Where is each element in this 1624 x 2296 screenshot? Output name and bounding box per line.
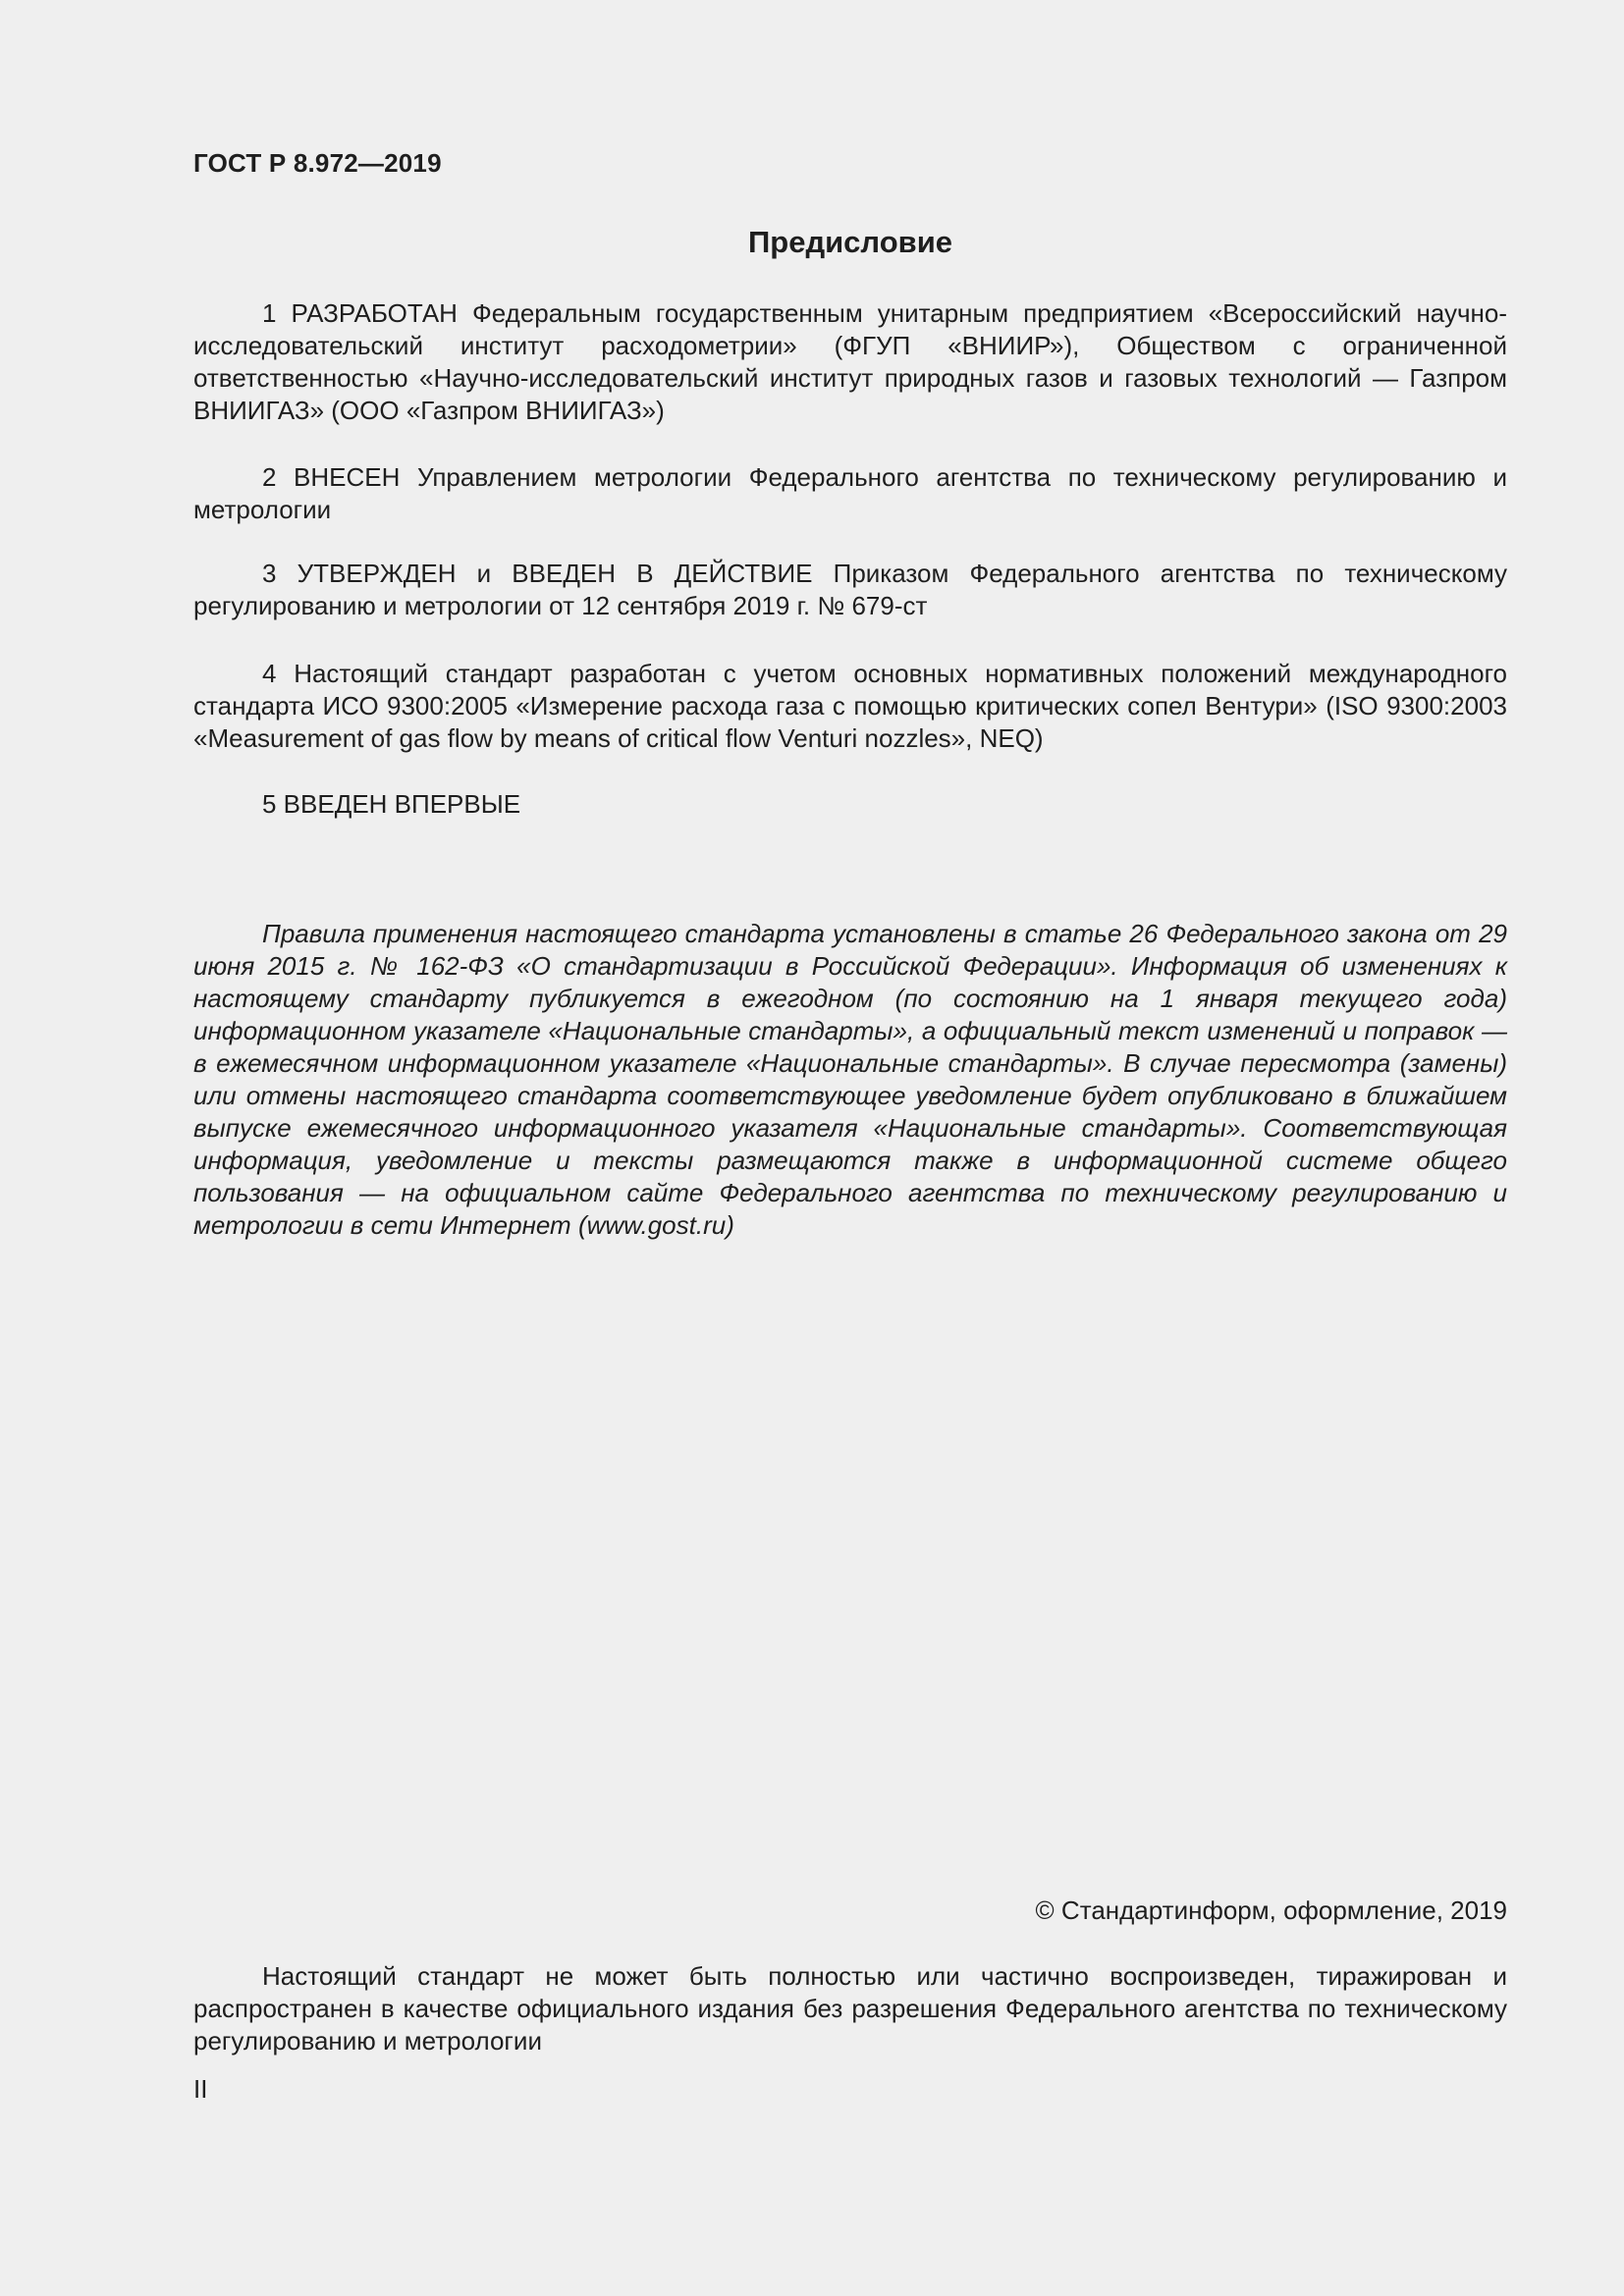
section-title: Предисловие <box>747 225 952 259</box>
document-page <box>193 0 1507 2296</box>
application-rules-notice: Правила применения настоящего стандарта установлены в статье 26 Федерального закона от 29 июня 2015 г. № 162-ФЗ «О стандартизации в Российской Федерации». Информация об изменениях к настоящему стандарту публикуется в ежегодном (по состоянию на 1 января текущего года) информационном указателе «Национальные стандарты», а официальный текст изменений и поправок — в ежемесячном информационном указателе «Национальные стандарты». В случае пересмотра (замены) или отмены настоящего стандарта соответствующее уведомление будет опубликовано в ближайшем выпуске ежемесячного информационного указателя «Национальные стандарты». Соответствующая информация, уведомление и тексты размещаются также в информационной системе общего пользования — на официальном сайте Федерального агентства по техническому регулированию и метрологии в сети Интернет (www.gost.ru) <box>193 919 1507 1240</box>
paragraph-approved: 3 УТВЕРЖДЕН и ВВЕДЕН В ДЕЙСТВИЕ Приказом Федерального агентства по техническому регулированию и метрологии от 12 сентября 2019 г. № 679-ст <box>193 559 1507 620</box>
paragraph-submitted: 2 ВНЕСЕН Управлением метрологии Федерального агентства по техническому регулированию и метрологии <box>193 462 1507 524</box>
document-code: ГОСТ Р 8.972—2019 <box>193 148 442 178</box>
paragraph-basis: 4 Настоящий стандарт разработан с учетом основных нормативных положений международного стандарта ИСО 9300:2005 «Измерение расхода газа с помощью критических сопел Вентури» (ISO 9300:2003 «Measurement of gas flow by means of critical flow Venturi nozzles», NEQ) <box>193 659 1507 753</box>
paragraph-developed: 1 РАЗРАБОТАН Федеральным государственным унитарным предприятием «Всероссийский научно-исследовательский институт расходометрии» (ФГУП «ВНИИР»), Обществом с ограниченной ответственностью «Научно-исследовательский институт природных газов и газовых технологий — Газпром ВНИИГАЗ» (ООО «Газпром ВНИИГАЗ») <box>193 298 1507 425</box>
copyright-line: © Стандартинформ, оформление, 2019 <box>1035 1896 1507 1925</box>
reproduction-notice: Настоящий стандарт не может быть полностью или частично воспроизведен, тиражирован и распространен в качестве официального издания без разрешения Федерального агентства по техническому регулированию и метрологии <box>193 1961 1507 2056</box>
page-number: II <box>193 2074 208 2104</box>
paragraph-introduced: 5 ВВЕДЕН ВПЕРВЫЕ <box>262 789 521 819</box>
